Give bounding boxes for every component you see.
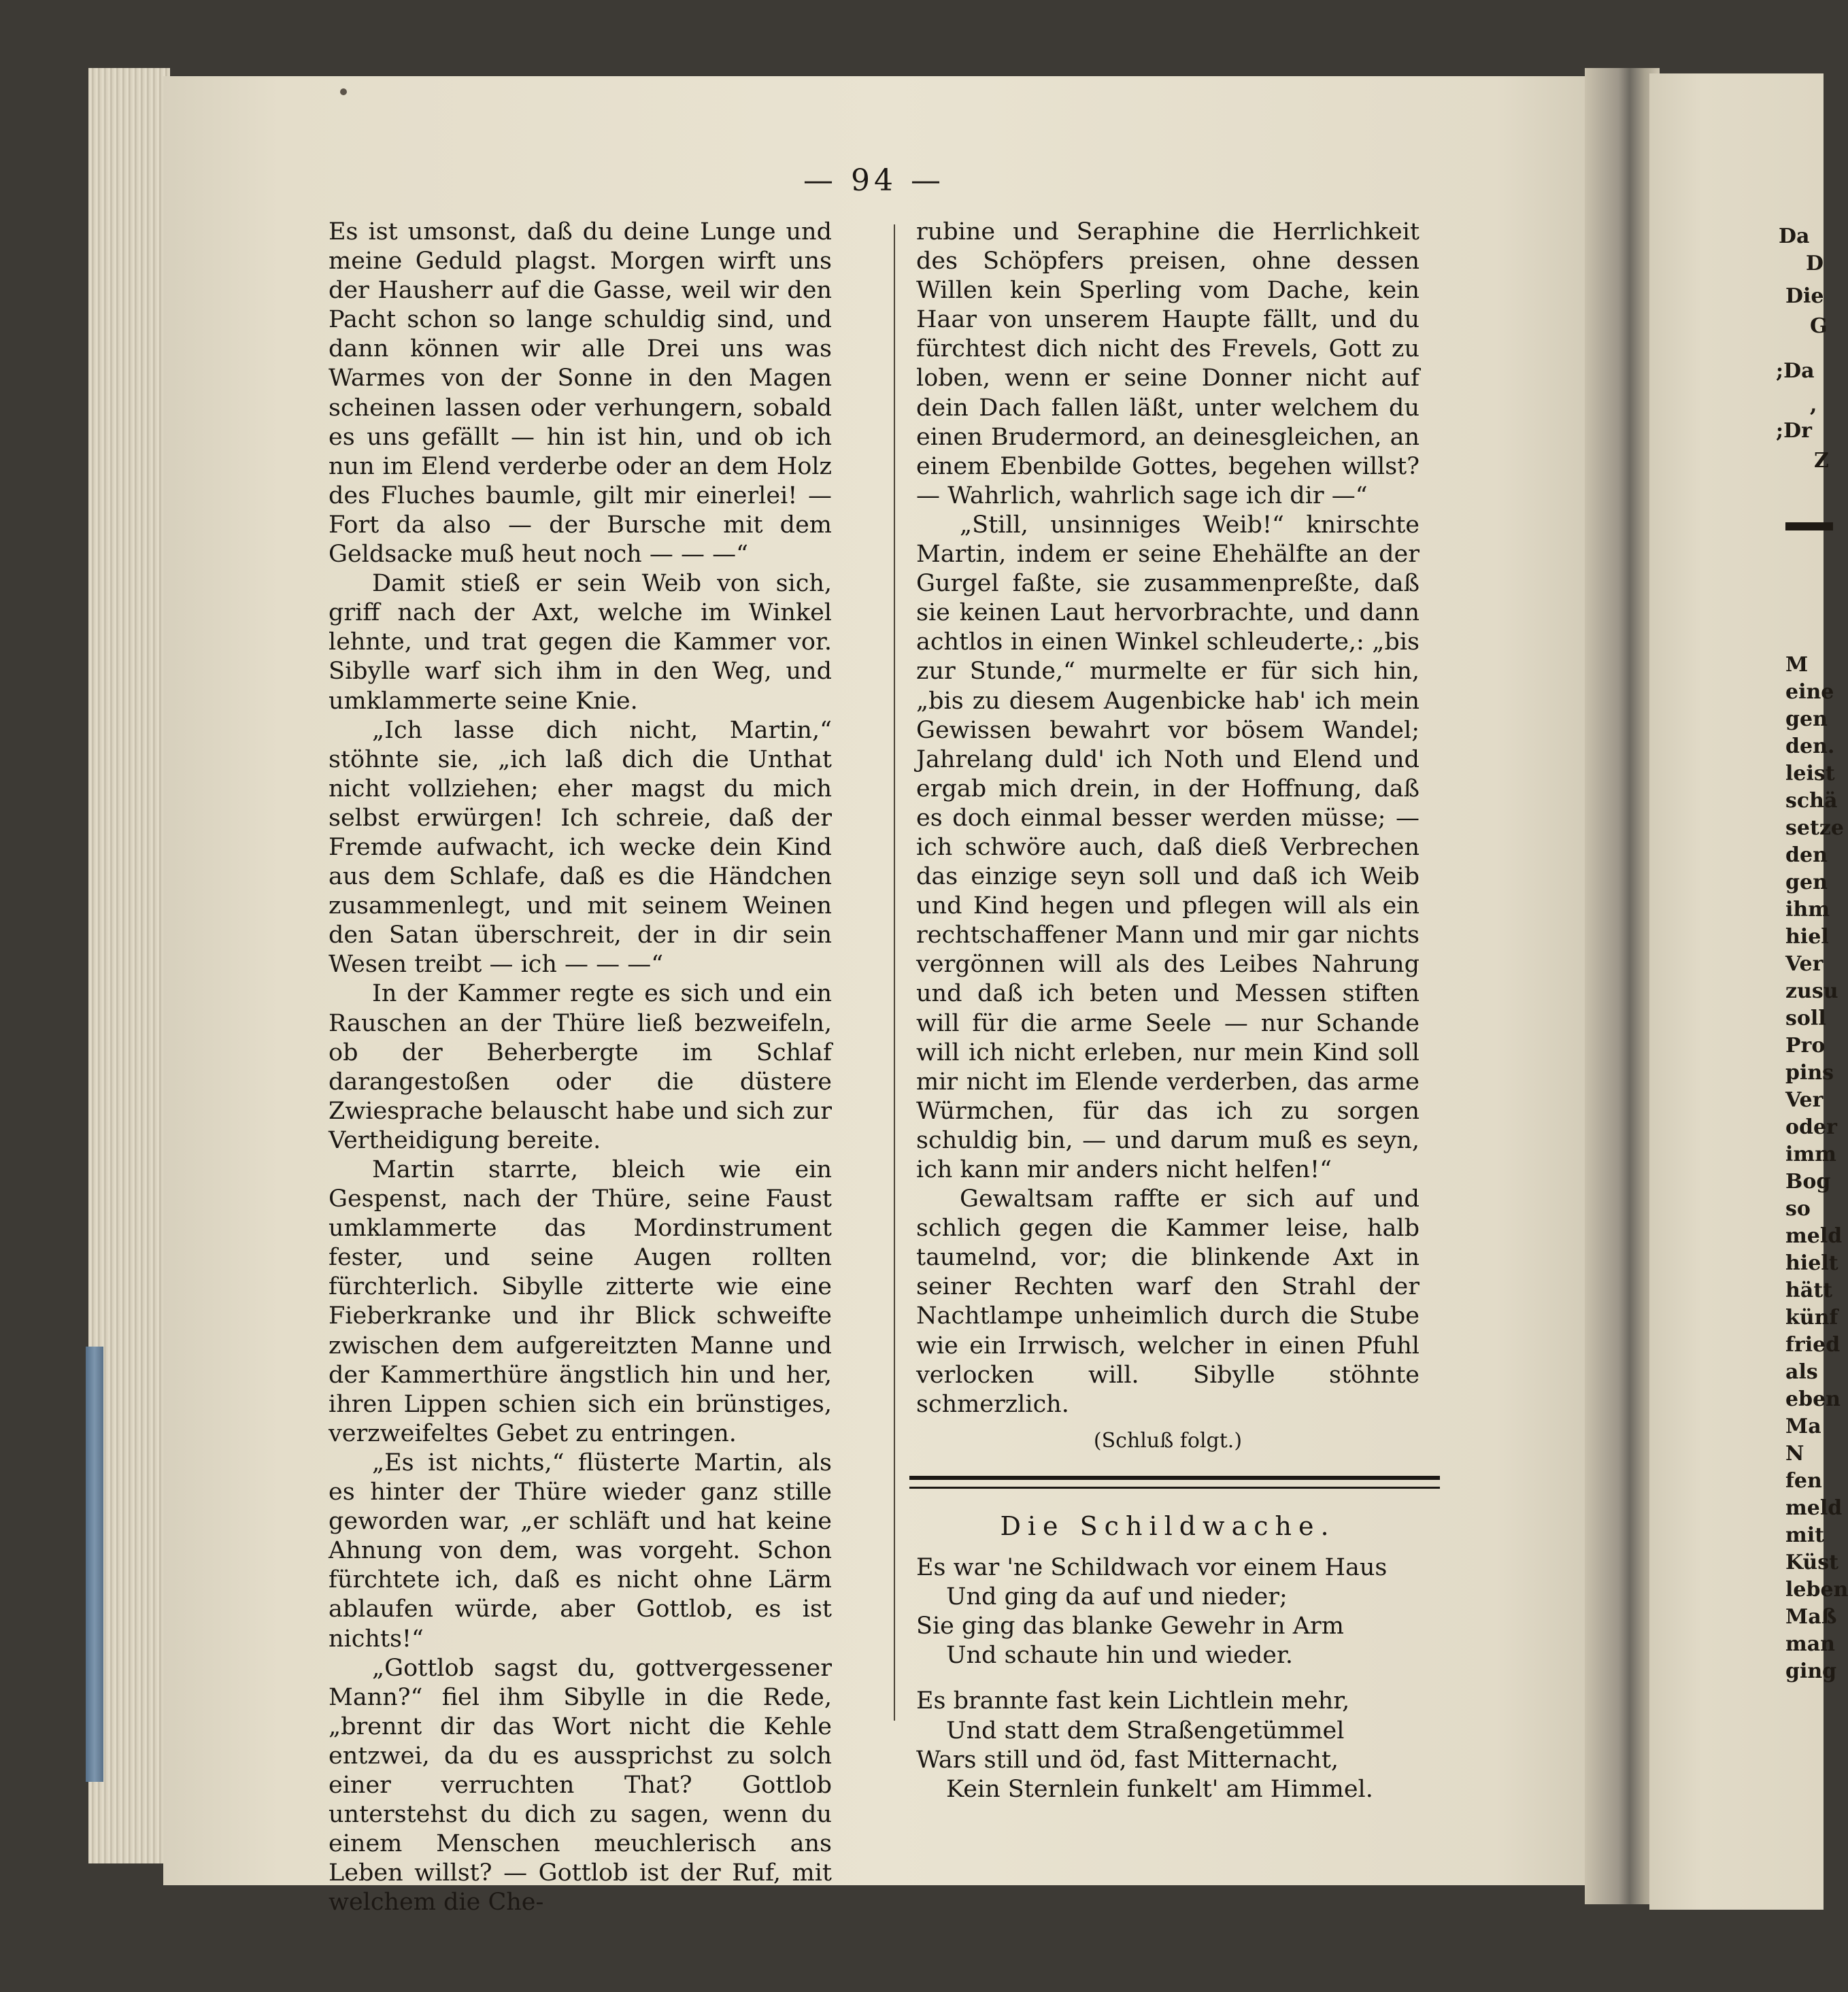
- paragraph: „Ich lasse dich nicht, Martin,“ stöhnte sie, „ich laß dich die Unthat nicht vollziehen; eher magst du mich selbst erwürgen! Ich schreie, daß der Fremde aufwacht, ich wecke dein Kind aus dem Schlafe, daß es die Händchen zusammenlegt, und mit seinem Weinen den Satan überschreit, der in dir sein Wesen treibt — ich — — —“: [329, 716, 832, 979]
- next-page-text: meld: [1785, 1224, 1843, 1248]
- stanza-gap: [916, 1670, 1419, 1687]
- next-page-text: schä: [1785, 789, 1838, 813]
- next-page-text: man: [1785, 1632, 1835, 1656]
- next-page-text: leben: [1785, 1578, 1848, 1602]
- poem: [916, 1553, 1419, 1804]
- next-page-text: künf: [1785, 1306, 1838, 1330]
- poem-line: Kein Sternlein funkelt' am Himmel.: [946, 1775, 1373, 1803]
- next-page-text: N: [1785, 1442, 1804, 1466]
- right-column: [916, 218, 1419, 1804]
- next-page-text: pins: [1785, 1061, 1834, 1085]
- next-page-text: Ver: [1785, 1088, 1824, 1112]
- next-page-text: gen: [1785, 871, 1828, 894]
- next-page-text: Ver: [1785, 952, 1824, 976]
- poem-line: Wars still und öd, fast Mitternacht,: [916, 1746, 1339, 1774]
- next-page-text: ;Da: [1776, 359, 1815, 383]
- next-page-text: Ma: [1785, 1415, 1821, 1438]
- next-page-text: leist: [1785, 762, 1835, 786]
- continuation-note: (Schluß folgt.): [1093, 1428, 1243, 1453]
- next-page-text: Küst: [1785, 1551, 1838, 1574]
- next-page-text: hiel: [1785, 925, 1829, 949]
- paragraph: Martin starrte, bleich wie ein Gespenst, nach der Thüre, seine Faust umklammerte das Mordinstrument fester, und seine Augen rollten fürchterlich. Sibylle zitterte wie eine Fieberkranke und ihr Blick schweifte zwischen dem aufgereitzten Manne und der Kammerthüre ängstlich hin und her, ihren Lippen schien sich ein brünstiges, verzweifeltes Gebet zu entringen.: [329, 1156, 832, 1447]
- next-page-text: Da: [1779, 224, 1810, 248]
- book-cover-edge: [86, 1347, 103, 1782]
- paragraph: rubine und Seraphine die Herrlichkeit des Schöpfers preisen, ohne dessen Willen kein Sperling vom Dache, kein Haar von unserem Haupte fällt, und du fürchtest dich nicht des Frevels, Gott zu loben, wenn er seine Donner nicht auf dein Dach fallen läßt, unter welchem du einen Brudermord, an deinesgleichen, an einem Ebenbilde Gottes, begehen willst? — Wahrlich, wahrlich sage ich dir —“: [916, 218, 1419, 509]
- paragraph: „Still, unsinniges Weib!“ knirschte Martin, indem er seine Ehehälfte an der Gurgel faßte, sie zusammenpreßte, daß sie keinen Laut hervorbrachte, und dann achtlos in einen Winkel schleuderte,: „bis zur Stunde,“ murmelte er für sich hin, „bis zu diesem Augenbicke hab' ich mein Gewissen bewahrt vor bösem Wandel; Jahrelang duld' ich Noth und Elend und ergab mich drein, in der Hoffnung, daß es doch einmal besser werden müsse; — ich schwöre auch, daß dieß Verbrechen das einzige seyn soll und daß ich Weib und Kind hegen und pflegen will als ein rechtschaffener Mann und mir gar nichts vergönnen will als des Leibes Nahrung und daß ich beten und Messen stiften will für die arme Seele — nur Schande will ich nicht erleben, nur mein Kind soll mir nicht im Elende verderben, das arme Würmchen, für das ich zu sorgen schuldig bin, — und darum muß es seyn, ich kann mir anders nicht helfen!“: [916, 511, 1419, 1183]
- next-page-text: Z: [1814, 449, 1829, 473]
- next-page-text: ;Dr: [1776, 419, 1812, 443]
- next-page-text: fen: [1785, 1469, 1822, 1493]
- poem-line: Und schaute hin und wieder.: [946, 1642, 1293, 1670]
- paragraph: „Es ist nichts,“ flüsterte Martin, als es hinter der Thüre wieder ganz stille geworden war, „er schläft und hat keine Ahnung von dem, was vorgeht. Schon fürchtete ich, daß es nicht ohne Lärm ablaufen würde, aber Gottlob, es ist nichts!“: [329, 1449, 832, 1653]
- book-gutter: [1585, 68, 1660, 1904]
- column-divider: [894, 224, 895, 1721]
- next-page-text: den.: [1785, 735, 1835, 758]
- next-page-text: hätt: [1785, 1279, 1832, 1302]
- paragraph: In der Kammer regte es sich und ein Rauschen an der Thüre ließ bezweifeln, ob der Beherbergte im Schlaf darangestoßen oder die düstere Zwiesprache belauscht habe und sich zur Vertheidigung bereite.: [329, 980, 832, 1154]
- next-page-text: hielt: [1785, 1251, 1838, 1275]
- poem-line: Und ging da auf und nieder;: [946, 1583, 1288, 1611]
- poem-line: Es war 'ne Schildwach vor einem Haus: [916, 1554, 1388, 1582]
- next-page-text: soll: [1785, 1007, 1826, 1030]
- next-page-text: so: [1785, 1197, 1811, 1221]
- left-column: [329, 218, 832, 1917]
- paragraph: Gewaltsam raffte er sich auf und schlich gegen die Kammer leise, halb taumelnd, vor; die blinkende Axt in seiner Rechten warf den Strahl der Nachtlampe unheimlich durch die Stube wie ein Irrwisch, welcher in einen Pfuhl verlocken will. Sibylle stöhnte schmerzlich.: [916, 1185, 1419, 1418]
- poem-title: Die Schildwache.: [1000, 1510, 1336, 1541]
- next-page-text: den: [1785, 843, 1828, 867]
- next-page-text: M: [1785, 653, 1809, 677]
- next-page-text: Bog: [1785, 1170, 1831, 1194]
- next-page-text: mit: [1785, 1523, 1824, 1547]
- next-page-text: imm: [1785, 1143, 1836, 1166]
- next-page-text: G: [1810, 314, 1828, 338]
- next-page-rule: [1785, 522, 1833, 530]
- next-page-text: meld: [1785, 1496, 1843, 1520]
- ink-spot: [340, 88, 347, 95]
- next-page-text: zusu: [1785, 979, 1838, 1003]
- next-page-text: Die: [1785, 284, 1824, 308]
- next-page-text: Maß: [1785, 1605, 1837, 1629]
- next-page-text: eine: [1785, 680, 1834, 704]
- page-number: — 94 —: [803, 163, 945, 198]
- paragraph: „Gottlob sagst du, gottvergessener Mann?“ fiel ihm Sibylle in die Rede, „brennt dir das Wort nicht die Kehle entzwei, da du es aussprichst zu solch einer verruchten That? Gottlob unterstehst du dich zu sagen, wenn du einem Menschen meuchlerisch ans Leben willst? — Gottlob ist der Ruf, mit welchem die Che-: [329, 1654, 832, 1917]
- next-page-text: gen: [1785, 707, 1828, 731]
- next-page-text: ihm: [1785, 898, 1830, 922]
- next-page-text: ging: [1785, 1659, 1837, 1683]
- next-page-text: Pro: [1785, 1034, 1826, 1058]
- poem-line: Es brannte fast kein Lichtlein mehr,: [916, 1687, 1350, 1715]
- next-page-text: oder: [1785, 1115, 1837, 1139]
- next-page-text: ,: [1810, 393, 1817, 417]
- paragraph: Damit stieß er sein Weib von sich, griff nach der Axt, welche im Winkel lehnte, und trat gegen die Kammer vor. Sibylle warf sich ihm in den Weg, und umklammerte seine Knie.: [329, 570, 832, 715]
- next-page-text: fried: [1785, 1333, 1841, 1357]
- next-page-text: setze: [1785, 816, 1844, 840]
- next-page-text: als: [1785, 1360, 1818, 1384]
- next-page-text: D: [1806, 252, 1824, 275]
- section-divider: [909, 1476, 1440, 1489]
- next-page-fragment: [1649, 73, 1848, 1910]
- paragraph: Es ist umsonst, daß du deine Lunge und meine Geduld plagst. Morgen wirft uns der Hausherr auf die Gasse, weil wir den Pacht schon so lange schuldig sind, und dann können wir alle Drei uns was Warmes von der Sonne in den Magen scheinen lassen oder verhungern, sobald es uns gefällt — hin ist hin, und ob ich nun im Elend verderbe oder an dem Holz des Fluches baumle, gilt mir einerlei! — Fort da also — der Bursche mit dem Geldsacke muß heut noch — — —“: [329, 218, 832, 569]
- poem-line: Sie ging das blanke Gewehr in Arm: [916, 1613, 1344, 1640]
- next-page-text: eben: [1785, 1387, 1841, 1411]
- poem-line: Und statt dem Straßengetümmel: [946, 1717, 1345, 1744]
